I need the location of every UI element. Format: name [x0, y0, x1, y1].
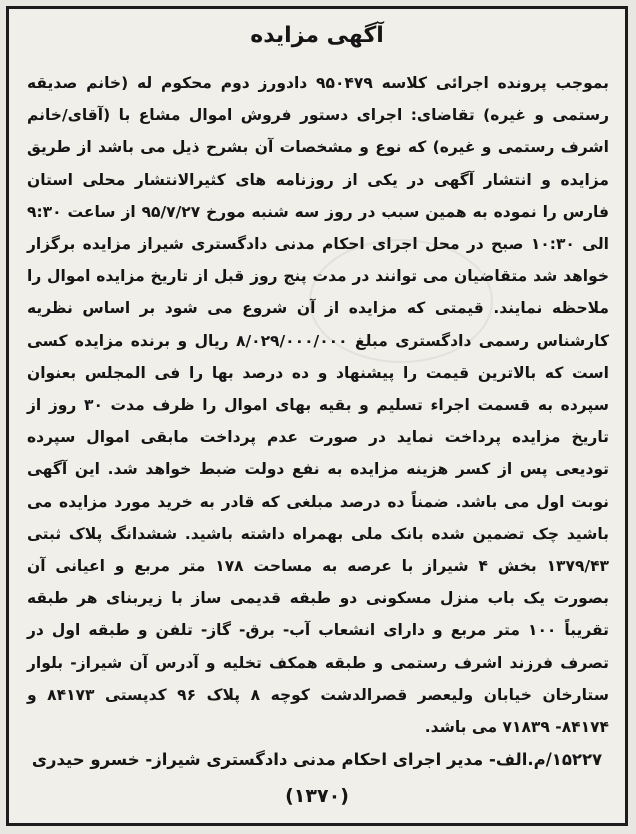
newspaper-clipping	[6, 6, 628, 826]
notice-title: آگهی مزایده	[250, 23, 384, 48]
notice-code: (۱۳۷۰)	[285, 785, 349, 807]
notice-body: بموجب پرونده اجرائی کلاسه ۹۵۰۴۷۹ دادورز دوم محکوم له (خانم صدیقه رستمی و غیره) تقاضای: اجرای دستور فروش اموال مشاع با (آقای/خانم اشرف رستمی و غیره) که نوع و مشخصات آن بشرح ذیل می باشد از طریق مزایده و انتشار آگهی در یکی از روزنامه های کثیرالانتشار محلی استان فارس را نموده به همین سبب در روز سه شنبه مورخ ۹۵/۷/۲۷ از ساعت ۹:۳۰ الی ۱۰:۳۰ صبح در محل اجرای احکام مدنی دادگستری شیراز مزایده برگزار خواهد شد متقاضیان می توانند در مدت پنج روز قبل از تاریخ مزایده اموال را ملاحظه نمایند. قیمتی که مزایده از آن شروع می شود بر اساس نظریه کارشناس رسمی دادگستری مبلغ ۸/۰۲۹/۰۰۰/۰۰۰ ریال و برنده مزایده کسی است که بالاترین قیمت را پیشنهاد و ده درصد بها را فی المجلس بعنوان سپرده به قسمت اجراء تسلیم و بقیه بهای اموال را ظرف مدت ۳۰ روز از تاریخ مزایده پرداخت نماید در صورت عدم پرداخت مابقی اموال سپرده تودیعی پس از کسر هزینه مزایده به نفع دولت ضبط خواهد شد. این آگهی نوبت اول می باشد. ضمناً ده درصد مبلغی که قادر به خرید مورد مزایده می باشید چک تضمین شده بانک ملی بهمراه داشته باشید. ششدانگ پلاک ثبتی ۱۳۷۹/۴۳ بخش ۴ شیراز با عرصه به مساحت ۱۷۸ متر مربع و اعیانی آن بصورت یک باب منزل مسکونی دو طبقه قدیمی ساز با زیربنای هر طبقه تقریباً ۱۰۰ متر مربع و دارای انشعاب آب- برق- گاز- تلفن و طبقه اول در تصرف فرزند اشرف رستمی و طبقه همکف تخلیه و آدرس آن شیراز- بلوار ستارخان خیابان ولیعصر قصرالدشت کوچه ۸ پلاک ۹۶ کدپستی ۸۴۱۷۳ و ۸۴۱۷۴- ۷۱۸۳۹ می باشد.	[27, 74, 610, 737]
notice-signature: ۱۵۲۲۷/م.الف- مدیر اجرای احکام مدنی دادگستری شیراز- خسرو حیدری	[31, 750, 603, 769]
